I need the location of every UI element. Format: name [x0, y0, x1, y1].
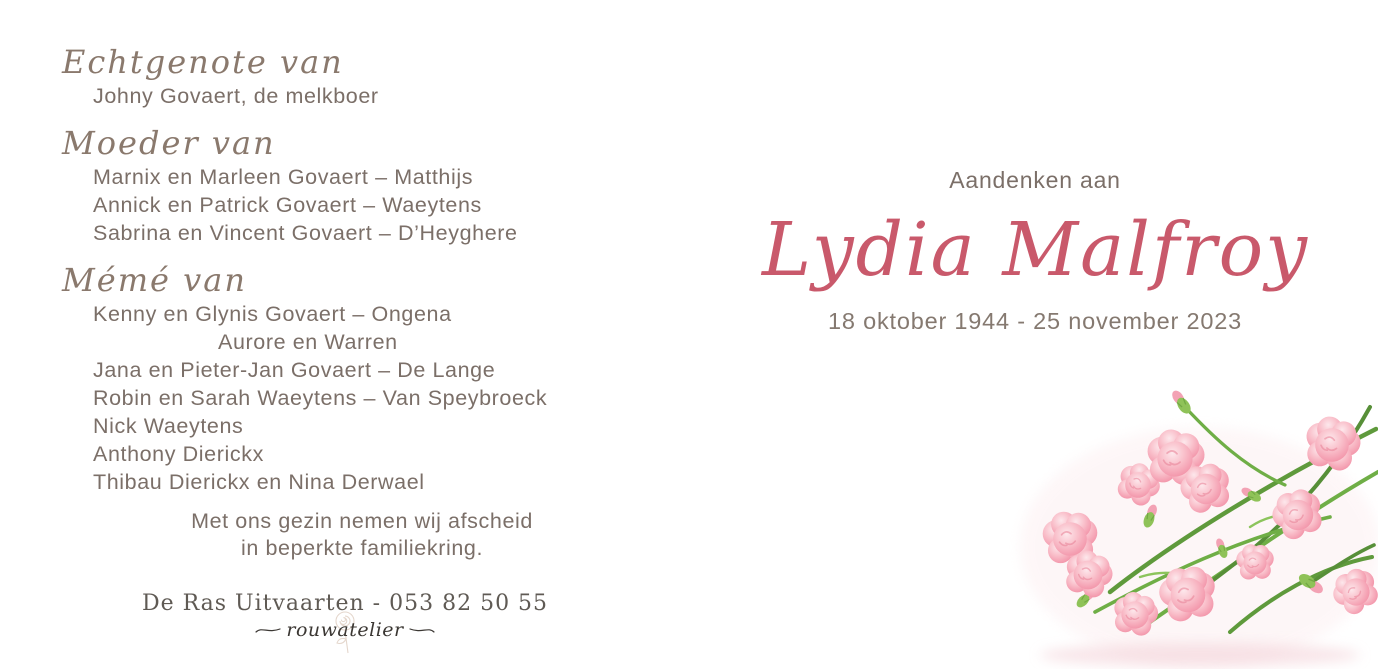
relation-heading-moeder: Moeder van	[62, 124, 276, 162]
family-member-line: Annick en Patrick Govaert – Waeytens	[93, 193, 482, 217]
family-member-line: Thibau Dierickx en Nina Derwael	[93, 470, 425, 494]
logo-swash-right-icon	[409, 625, 435, 635]
section-moeder	[62, 123, 682, 247]
family-member-line: Sabrina en Vincent Govaert – D’Heyghere	[93, 221, 518, 245]
family-member-line: Jana en Pieter-Jan Govaert – De Lange	[93, 358, 496, 382]
memorial-label: Aandenken aan	[949, 167, 1121, 193]
family-member-line: Kenny en Glynis Govaert – Ongena	[93, 302, 452, 326]
farewell-line-2: in beperkte familiekring.	[240, 536, 484, 560]
farewell-line-1: Met ons gezin nemen wij afscheid	[191, 509, 533, 533]
logo-text: rouwatelier	[286, 619, 404, 641]
carnations-image	[1000, 377, 1378, 669]
family-panel	[62, 42, 682, 509]
relation-heading-echtgenote: Echtgenote van	[62, 43, 344, 81]
deceased-name: Lydia Malfroy	[762, 207, 1309, 293]
logo-swash-left-icon	[255, 625, 281, 635]
family-member-line: Nick Waeytens	[93, 414, 244, 438]
family-member-line: Johny Govaert, de melkboer	[93, 84, 379, 108]
rouwatelier-logo	[62, 619, 628, 641]
farewell-message	[62, 508, 662, 562]
family-member-line-indented: Aurore en Warren	[218, 330, 398, 354]
family-member-line: Anthony Dierickx	[93, 442, 264, 466]
relation-heading-meme: Mémé van	[62, 261, 247, 299]
life-dates: 18 oktober 1944 - 25 november 2023	[828, 308, 1242, 334]
family-member-line: Robin en Sarah Waeytens – Van Speybroeck	[93, 386, 548, 410]
funeral-home-line: De Ras Uitvaarten - 053 82 50 55	[141, 591, 549, 616]
section-meme	[62, 260, 682, 496]
family-member-line: Marnix en Marleen Govaert – Matthijs	[93, 165, 474, 189]
section-echtgenote	[62, 42, 682, 110]
memorial-panel	[762, 167, 1308, 335]
